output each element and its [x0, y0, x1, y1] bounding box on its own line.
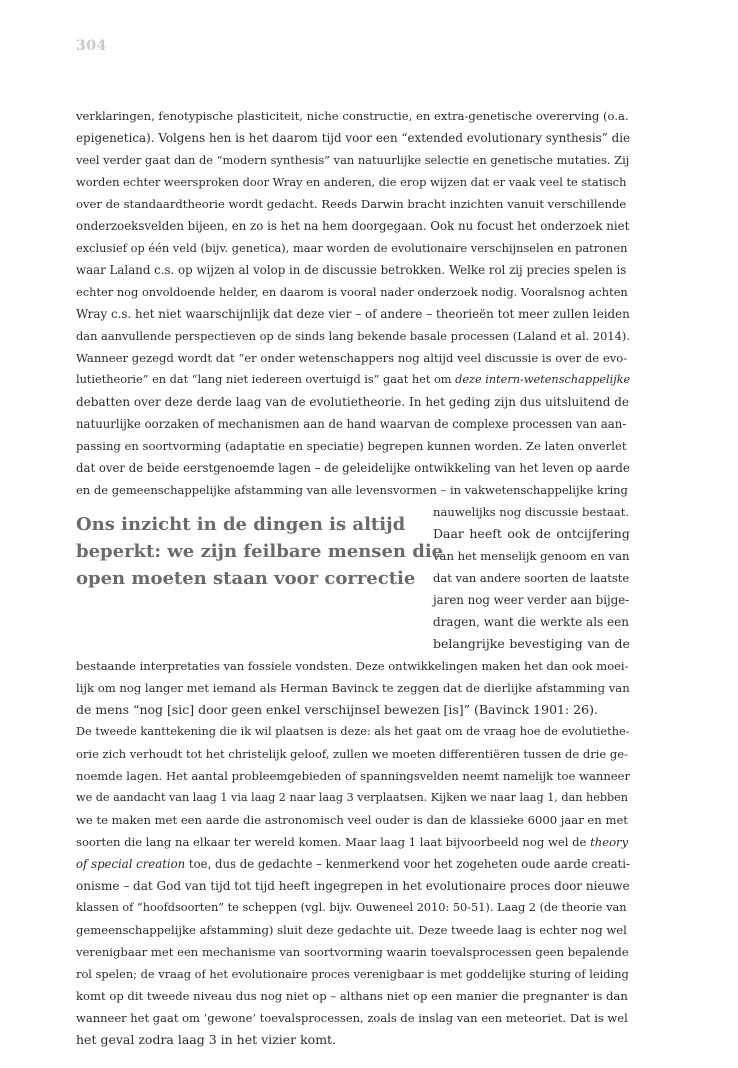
text-line: we te maken met een aarde die astronomisch veel ouder is dan de klassieke 6000 jaar en met	[76, 813, 628, 827]
pull-quote-line: open moeten staan voor correctie	[76, 568, 416, 589]
text-line: het geval zodra laag 3 in het vizier komt.	[76, 1032, 337, 1047]
text-line-right: dragen, want die werkte als een	[433, 615, 629, 629]
text-line-right: van het menselijk genoom en van	[433, 549, 630, 563]
text-line	[76, 369, 630, 391]
text-line: Wanneer gezegd wordt dat “er onder wetenschappers nog altijd veel discussie is over de evo-	[76, 351, 628, 365]
text-line: en de gemeenschappelijke afstamming van alle levensvormen – in vakwetenschappelijke kring	[76, 483, 628, 497]
text-line: natuurlijke oorzaken of mechanismen aan de hand waarvan de complexe processen van aan-	[76, 417, 627, 431]
pull-quote-line: beperkt: we zijn feilbare mensen die	[76, 541, 444, 562]
text-line: lijk om nog langer met iemand als Herman Bavinck te zeggen dat de dierlijke afstamming van	[76, 681, 630, 695]
text-line-right: jaren nog weer verder aan bijge-	[433, 593, 630, 607]
text-line: worden echter weersproken door Wray en anderen, die erop wijzen dat er vaak veel te statisch	[76, 175, 627, 189]
text-line: we de aandacht van laag 1 via laag 2 naar laag 3 verplaatsen. Kijken we naar laag 1, dan hebben	[76, 791, 628, 804]
text-line: dan aanvullende perspectieven op de sinds lang bekende basale processen (Laland et al. 2014).	[76, 329, 630, 343]
text-line: over de standaardtheorie wordt gedacht. Reeds Darwin bracht inzichten vanuit verschillende	[76, 197, 627, 211]
text-line: gemeenschappelijke afstamming) sluit deze gedachte uit. Deze tweede laag is echter nog wel	[76, 923, 627, 937]
text-line: Wray c.s. het niet waarschijnlijk dat deze vier – of andere – theorieën tot meer zullen leiden	[76, 307, 630, 321]
text-span: lutietheorie” en dat “lang niet iedereen overtuigd is” gaat het om	[76, 373, 456, 386]
emphasis-text: deze intern-wetenschappelijke	[455, 373, 631, 386]
text-line: klassen of “hoofdsoorten” te scheppen (vgl. bijv. Ouweneel 2010: 50-51). Laag 2 (de theorie van	[76, 901, 627, 914]
emphasis-text: of special creation	[76, 857, 186, 871]
text-line: passing en soortvorming (adaptatie en speciatie) begrepen kunnen worden. Ze laten onverlet	[76, 439, 627, 453]
text-line: noemde lagen. Het aantal probleemgebieden of spanningsvelden neemt namelijk toe wanneer	[76, 769, 631, 783]
pull-quote-line: Ons inzicht in de dingen is altijd	[76, 514, 406, 535]
emphasis-text: theory	[590, 835, 629, 849]
text-line: komt op dit tweede niveau dus nog niet op – althans niet op een manier die pregnanter is dan	[76, 989, 628, 1003]
text-line: veel verder gaat dan de “modern synthesis” van natuurlijke selectie en genetische mutaties. Zij	[76, 153, 630, 167]
text-line: waar Laland c.s. op wijzen al volop in de discussie betrokken. Welke rol zij precies spelen is	[76, 263, 627, 277]
text-line: debatten over deze derde laag van de evolutietheorie. In het geding zijn dus uitsluitend de	[76, 395, 630, 409]
text-line-right: nauwelijks nog discussie bestaat.	[433, 505, 630, 519]
text-line	[76, 831, 628, 853]
text-line: rol spelen; de vraag of het evolutionaire proces verenigbaar is met goddelijke sturing of leiding	[76, 967, 629, 981]
text-span: toe, dus de gedachte – kenmerkend voor het zogeheten oude aarde creati-	[185, 857, 630, 871]
text-line: wanneer het gaat om ‘gewone’ toevalsprocessen, zoals de inslag van een meteoriet. Dat is wel	[76, 1011, 628, 1025]
text-line: epigenetica). Volgens hen is het daarom tijd voor een “extended evolutionary synthesis” die	[76, 131, 631, 145]
text-line: bestaande interpretaties van fossiele vondsten. Deze ontwikkelingen maken het dan ook moei-	[76, 659, 629, 673]
text-line: exclusief op één veld (bijv. genetica), maar worden de evolutionaire verschijnselen en patronen	[76, 241, 628, 255]
text-line: onisme – dat God van tijd tot tijd heeft ingegrepen in het evolutionaire proces door nieuwe	[76, 879, 630, 893]
text-line: orie zich verhoudt tot het christelijk geloof, zullen we moeten differentiëren tussen de drie ge-	[76, 747, 628, 761]
page-number: 304	[76, 38, 107, 54]
text-line	[76, 853, 630, 875]
text-line: De tweede kanttekening die ik wil plaatsen is deze: als het gaat om de vraag hoe de evolutiethe-	[76, 725, 630, 738]
text-line-right: Daar heeft ook de ontcijfering	[433, 526, 630, 541]
text-line-right: dat van andere soorten de laatste	[433, 571, 630, 585]
text-line: verklaringen, fenotypische plasticiteit, niche constructie, en extra-genetische overerving (o.a.	[76, 109, 629, 123]
text-line: verenigbaar met een mechanisme van soortvorming waarin toevalsprocessen geen bepalende	[76, 945, 629, 959]
text-line: onderzoeksvelden bijeen, en zo is het na hem doorgegaan. Ook nu focust het onderzoek niet	[76, 219, 630, 233]
text-line-right: belangrijke bevestiging van de	[433, 636, 630, 651]
text-line: echter nog onvoldoende helder, en daarom is vooral nader onderzoek nodig. Vooralsnog achten	[76, 285, 628, 299]
text-line: dat over de beide eerstgenoemde lagen – de geleidelijke ontwikkeling van het leven op aarde	[76, 461, 630, 475]
pull-quote	[76, 511, 444, 592]
text-line: de mens “nog [sic] door geen enkel verschijnsel bewezen [is]” (Bavinck 1901: 26).	[76, 702, 598, 717]
text-span: soorten die lang na elkaar ter wereld komen. Maar laag 1 laat bijvoorbeeld nog wel de	[76, 835, 591, 849]
